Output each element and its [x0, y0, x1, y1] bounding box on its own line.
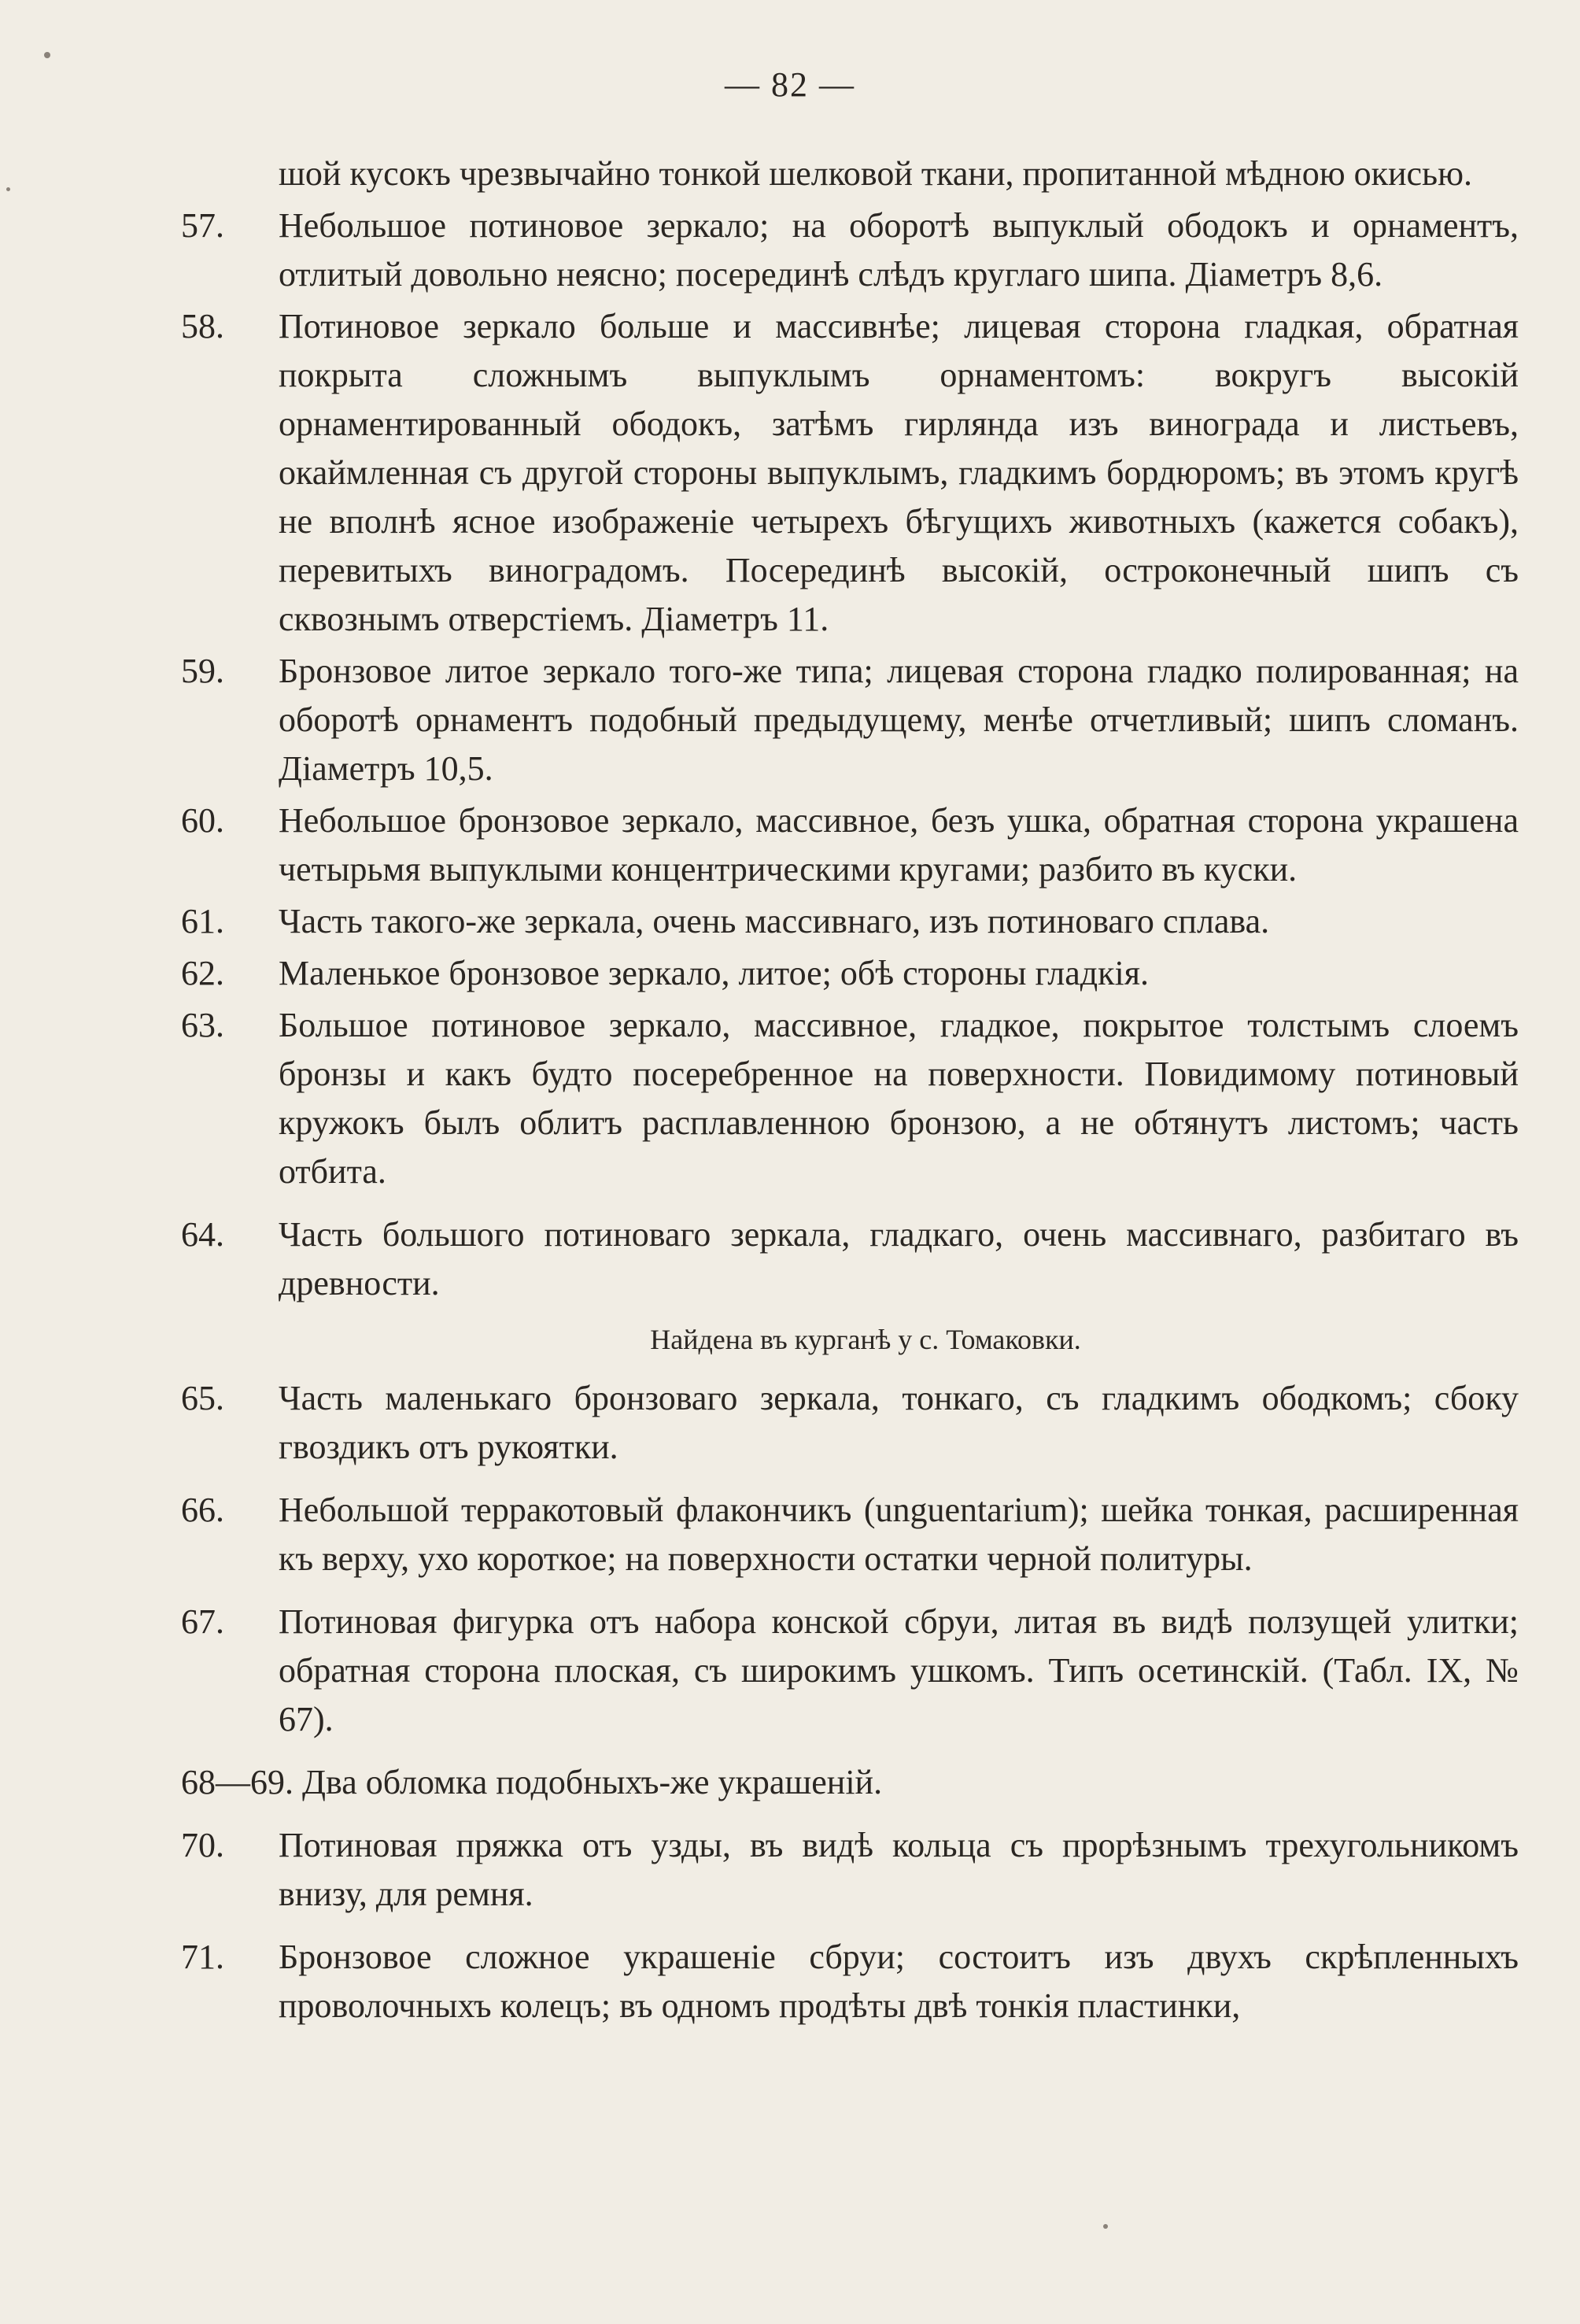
entry-number: 66.	[181, 1491, 224, 1529]
entry-text: Потиновая пряжка отъ узды, въ видѣ кольца съ прорѣзнымъ трехугольникомъ внизу, для ремня.	[279, 1826, 1519, 1913]
entry-66	[181, 1486, 1519, 1583]
entry-number: 60.	[181, 801, 224, 840]
entry-59	[181, 647, 1519, 793]
page-number: — 82 —	[725, 65, 855, 104]
entry-text: Часть такого-же зеркала, очень массивнаго, изъ потиноваго сплава.	[279, 902, 1270, 940]
entry-60	[181, 796, 1519, 894]
entry-number: 61.	[181, 902, 224, 940]
entry-number: 58.	[181, 307, 224, 345]
entry-text: Большое потиновое зеркало, массивное, гладкое, покрытое толстымъ слоемъ бронзы и какъ будто посеребренное на поверхности. Повидимому потиновый кружокъ былъ облитъ расплавленною бронзою, а не обтянутъ листомъ; часть отбита.	[279, 1006, 1519, 1191]
entry-text: Небольшой терракотовый флакончикъ (unguentarium); шейка тонкая, расширенная къ верху, ухо короткое; на поверхности остатки черной политуры.	[279, 1491, 1519, 1578]
entry-63	[181, 1001, 1519, 1196]
section-caption: Найдена въ курганѣ у с. Томаковки.	[650, 1324, 1081, 1355]
entry-number: 59.	[181, 652, 224, 690]
entry-number: 62.	[181, 954, 224, 992]
entry-number: 63.	[181, 1006, 224, 1044]
entry-number: 57.	[181, 206, 224, 245]
entry-number: 70.	[181, 1826, 224, 1864]
entry-text: шой кусокъ чрезвычайно тонкой шелковой ткани, пропитанной мѣдною окисью.	[279, 154, 1472, 193]
entry-70	[181, 1821, 1519, 1919]
entry-text: Маленькое бронзовое зеркало, литое; обѣ стороны гладкія.	[279, 954, 1149, 992]
entry-text: Бронзовое литое зеркало того-же типа; лицевая сторона гладко полированная; на оборотѣ орнаментъ подобный предыдущему, менѣе отчетливый; шипъ сломанъ. Діаметръ 10,5.	[279, 652, 1519, 788]
entry-text: Потиновая фигурка отъ набора конской сбруи, литая въ видѣ ползущей улитки; обратная сторона плоская, съ широкимъ ушкомъ. Типъ осетинскій. (Табл. IX, № 67).	[279, 1602, 1519, 1738]
continued-paragraph	[181, 150, 1519, 198]
entry-61	[181, 897, 1519, 946]
entry-57	[181, 201, 1519, 299]
entry-number: 71.	[181, 1938, 224, 1976]
entry-65	[181, 1374, 1519, 1472]
entry-text: Потиновое зеркало больше и массивнѣе; лицевая сторона гладкая, обратная покрыта сложнымъ выпуклымъ орнаментомъ: вокругъ высокій орнаментированный ободокъ, затѣмъ гирлянда изъ винограда и листьевъ, окаймленная съ другой стороны выпуклымъ, гладкимъ бордюромъ; въ этомъ кругѣ не вполнѣ ясное изображеніе четырехъ бѣгущихъ животныхъ (кажется собакъ), перевитыхъ виноградомъ. Посерединѣ высокій, остроконечный шипъ съ сквознымъ отверстіемъ. Діаметръ 11.	[279, 307, 1519, 638]
paper-speck	[6, 187, 10, 191]
entry-text: Небольшое потиновое зеркало; на оборотѣ выпуклый ободокъ и орнаментъ, отлитый довольно неясно; посерединѣ слѣдъ круглаго шипа. Діаметръ 8,6.	[279, 206, 1519, 294]
entry-64	[181, 1210, 1519, 1308]
body-text	[181, 150, 1519, 2034]
entry-text: Небольшое бронзовое зеркало, массивное, безъ ушка, обратная сторона украшена четырьмя выпуклыми концентрическими кругами; разбито въ куски.	[279, 801, 1519, 889]
entry-71	[181, 1933, 1519, 2030]
entry-number: 64.	[181, 1215, 224, 1254]
entry-text: 68—69. Два обломка подобныхъ-же украшеній.	[181, 1763, 883, 1801]
entry-text: Часть большого потиноваго зеркала, гладкаго, очень массивнаго, разбитаго въ древности.	[279, 1215, 1519, 1302]
paper-speck	[44, 52, 50, 58]
entry-62	[181, 949, 1519, 998]
entry-67	[181, 1598, 1519, 1744]
entry-number: 67.	[181, 1602, 224, 1641]
entry-number: 65.	[181, 1379, 224, 1417]
entry-text: Часть маленькаго бронзоваго зеркала, тонкаго, съ гладкимъ ободкомъ; сбоку гвоздикъ отъ рукоятки.	[279, 1379, 1519, 1466]
entry-58	[181, 302, 1519, 644]
paper-speck	[1103, 2224, 1108, 2229]
entry-text: Бронзовое сложное украшеніе сбруи; состоитъ изъ двухъ скрѣпленныхъ проволочныхъ колецъ; въ одномъ продѣты двѣ тонкія пластинки,	[279, 1938, 1519, 2025]
entry-68-69	[181, 1758, 1519, 1807]
